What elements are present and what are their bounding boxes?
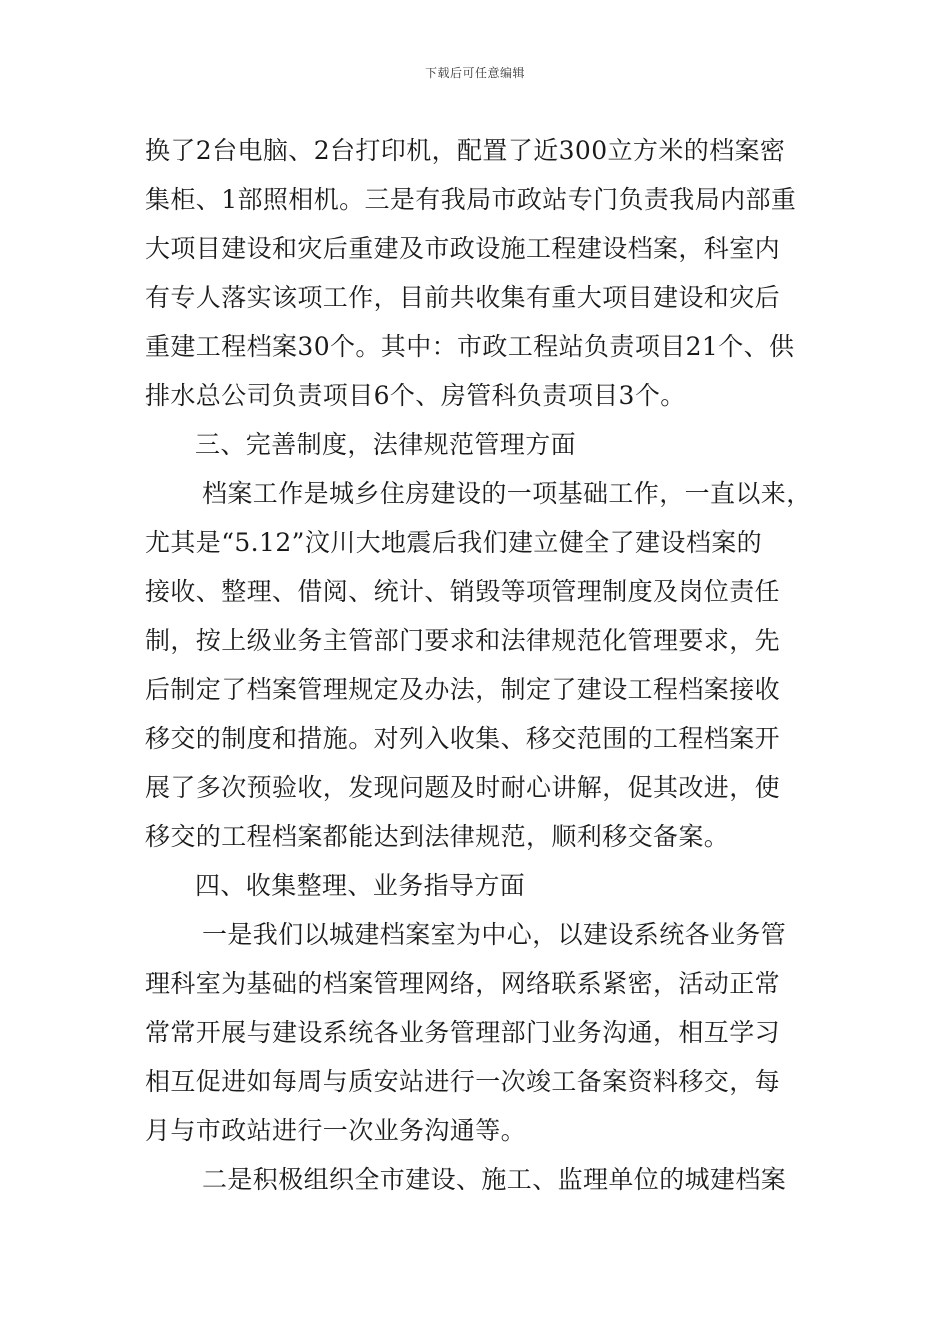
text-line: 排水总公司负责项目6个、房管科负责项目3个。 <box>145 381 686 410</box>
text-line: 后制定了档案管理规定及办法，制定了建设工程档案接收 <box>145 675 781 704</box>
section-heading: 四、收集整理、业务指导方面 <box>195 871 526 900</box>
text-line: 制，按上级业务主管部门要求和法律规范化管理要求，先 <box>145 626 781 655</box>
text-line: 展了多次预验收，发现问题及时耐心讲解，促其改进，使 <box>145 773 781 802</box>
text-line: 换了2台电脑、2台打印机，配置了近300立方米的档案密 <box>145 136 786 165</box>
text-line: 理科室为基础的档案管理网络，网络联系紧密，活动正常 <box>145 969 781 998</box>
document-body <box>145 126 825 1204</box>
text-line: 月与市政站进行一次业务沟通等。 <box>145 1116 527 1145</box>
page-header: 下载后可任意编辑 <box>424 66 525 80</box>
text-line: 相互促进如每周与质安站进行一次竣工备案资料移交，每 <box>145 1067 781 1096</box>
text-line: 移交的制度和措施。对列入收集、移交范围的工程档案开 <box>145 724 781 753</box>
text-line: 常常开展与建设系统各业务管理部门业务沟通，相互学习 <box>145 1018 781 1047</box>
paragraph-first-line: 档案工作是城乡住房建设的一项基础工作，一直以来， <box>202 479 812 508</box>
text-line: 尤其是“5.12”汶川大地震后我们建立健全了建设档案的 <box>145 528 763 557</box>
text-line: 移交的工程档案都能达到法律规范，顺利移交备案。 <box>145 822 730 851</box>
section-heading: 三、完善制度，法律规范管理方面 <box>195 430 577 459</box>
text-line: 有专人落实该项工作，目前共收集有重大项目建设和灾后 <box>145 283 781 312</box>
text-line: 集柜、1部照相机。三是有我局市政站专门负责我局内部重 <box>145 185 797 214</box>
paragraph-first-line: 一是我们以城建档案室为中心，以建设系统各业务管 <box>202 920 787 949</box>
text-line: 接收、整理、借阅、统计、销毁等项管理制度及岗位责任 <box>145 577 781 606</box>
paragraph-first-line: 二是积极组织全市建设、施工、监理单位的城建档案 <box>202 1165 787 1194</box>
text-line: 重建工程档案30个。其中：市政工程站负责项目21个、供 <box>145 332 795 361</box>
text-line: 大项目建设和灾后重建及市政设施工程建设档案，科室内 <box>145 234 781 263</box>
